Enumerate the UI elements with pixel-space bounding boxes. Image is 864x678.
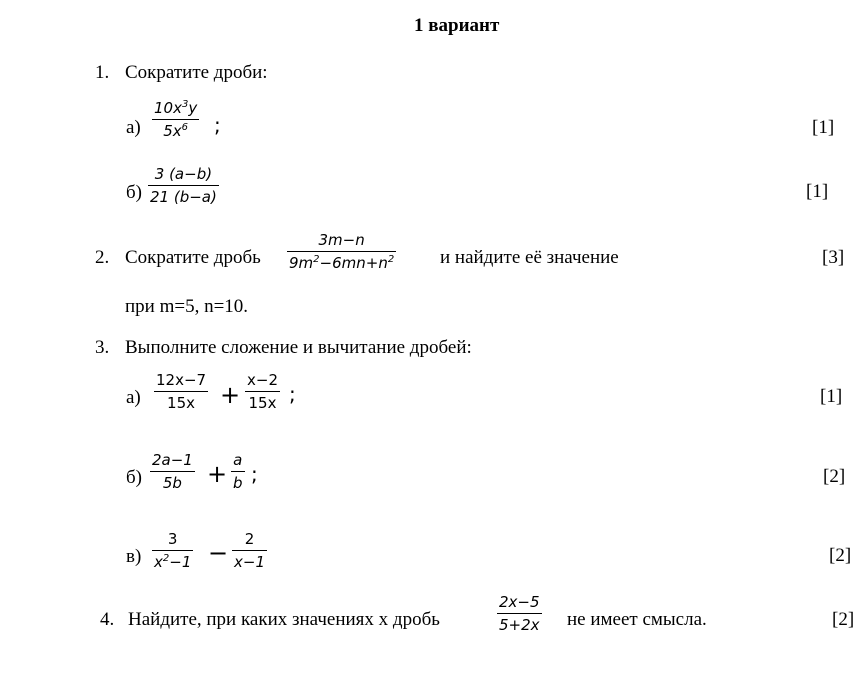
q1b-numerator: 3 (a−b) bbox=[154, 165, 213, 183]
q4-numerator: 2x−5 bbox=[499, 593, 540, 611]
q4-number: 4. bbox=[100, 609, 115, 630]
q3c-score: [2] bbox=[829, 545, 852, 566]
q4-score: [2] bbox=[832, 609, 855, 630]
q2-text-after: и найдите её значение bbox=[440, 247, 619, 268]
q1b-label: б) bbox=[126, 182, 142, 203]
q3a-score: [1] bbox=[820, 386, 843, 407]
q4-denominator: 5+2x bbox=[499, 616, 540, 634]
q3a-semicolon: ; bbox=[289, 382, 296, 406]
page-title: 1 вариант bbox=[414, 15, 500, 36]
q3c-f1-numerator: 3 bbox=[167, 530, 178, 548]
q1b-denominator: 21 (b−a) bbox=[150, 188, 217, 206]
q3b-f1-numerator: 2a−1 bbox=[152, 451, 193, 469]
q3b-f1-denominator: 5b bbox=[162, 474, 182, 492]
q3b-fraction-2 bbox=[231, 453, 245, 491]
q3c-f1-denominator: $x^2-1$ bbox=[154, 553, 192, 571]
q4-text: Найдите, при каких значениях x дробь bbox=[128, 609, 440, 630]
q1b-fraction bbox=[148, 167, 219, 205]
q2-score: [3] bbox=[822, 247, 845, 268]
q3a-f1-denominator: 15x bbox=[167, 394, 196, 412]
q3c-operator: − bbox=[208, 539, 229, 567]
q2-number: 2. bbox=[95, 247, 110, 268]
q3a-f1-numerator: 12x−7 bbox=[156, 371, 207, 389]
q3a-fraction-2 bbox=[245, 373, 280, 411]
q1a-fraction bbox=[152, 101, 199, 139]
q3b-f2-numerator: a bbox=[233, 451, 243, 469]
q4-text-after: не имеет смысла. bbox=[567, 609, 707, 630]
q3c-fraction-1 bbox=[152, 532, 193, 570]
q1-number: 1. bbox=[95, 62, 110, 83]
q3a-f2-numerator: x−2 bbox=[247, 371, 278, 389]
q2-denominator: $9m^2-6mn+n^2$ bbox=[289, 254, 395, 272]
q3b-semicolon: ; bbox=[251, 462, 258, 486]
q1a-label: а) bbox=[126, 117, 141, 138]
q3a-label: а) bbox=[126, 387, 141, 408]
q3c-label: в) bbox=[126, 546, 142, 567]
q3c-f2-denominator: x−1 bbox=[234, 553, 265, 571]
q2-text: Сократите дробь bbox=[125, 247, 261, 268]
q3-number: 3. bbox=[95, 337, 110, 358]
q1a-numerator: $10x^3y$ bbox=[154, 99, 198, 117]
q3b-operator: + bbox=[207, 460, 228, 488]
q3b-f2-denominator: b bbox=[233, 474, 243, 492]
q3b-label: б) bbox=[126, 467, 142, 488]
q1a-denominator: $5x^6$ bbox=[163, 122, 189, 140]
q3a-fraction-1 bbox=[154, 373, 208, 411]
q3b-fraction-1 bbox=[150, 453, 195, 491]
q3a-operator: + bbox=[220, 381, 241, 409]
q2-numerator: 3m−n bbox=[318, 231, 365, 249]
q1a-score: [1] bbox=[812, 117, 835, 138]
q4-fraction bbox=[497, 595, 542, 633]
q3c-f2-numerator: 2 bbox=[244, 530, 255, 548]
q2-condition: при m=5, n=10. bbox=[125, 296, 249, 317]
q1a-semicolon: ; bbox=[214, 113, 221, 137]
q3-text: Выполните сложение и вычитание дробей: bbox=[125, 337, 472, 358]
q3a-f2-denominator: 15x bbox=[248, 394, 277, 412]
q3c-fraction-2 bbox=[232, 532, 267, 570]
q2-fraction bbox=[287, 233, 396, 271]
q1b-score: [1] bbox=[806, 181, 829, 202]
q3b-score: [2] bbox=[823, 466, 846, 487]
q1-text: Сократите дроби: bbox=[125, 62, 268, 83]
